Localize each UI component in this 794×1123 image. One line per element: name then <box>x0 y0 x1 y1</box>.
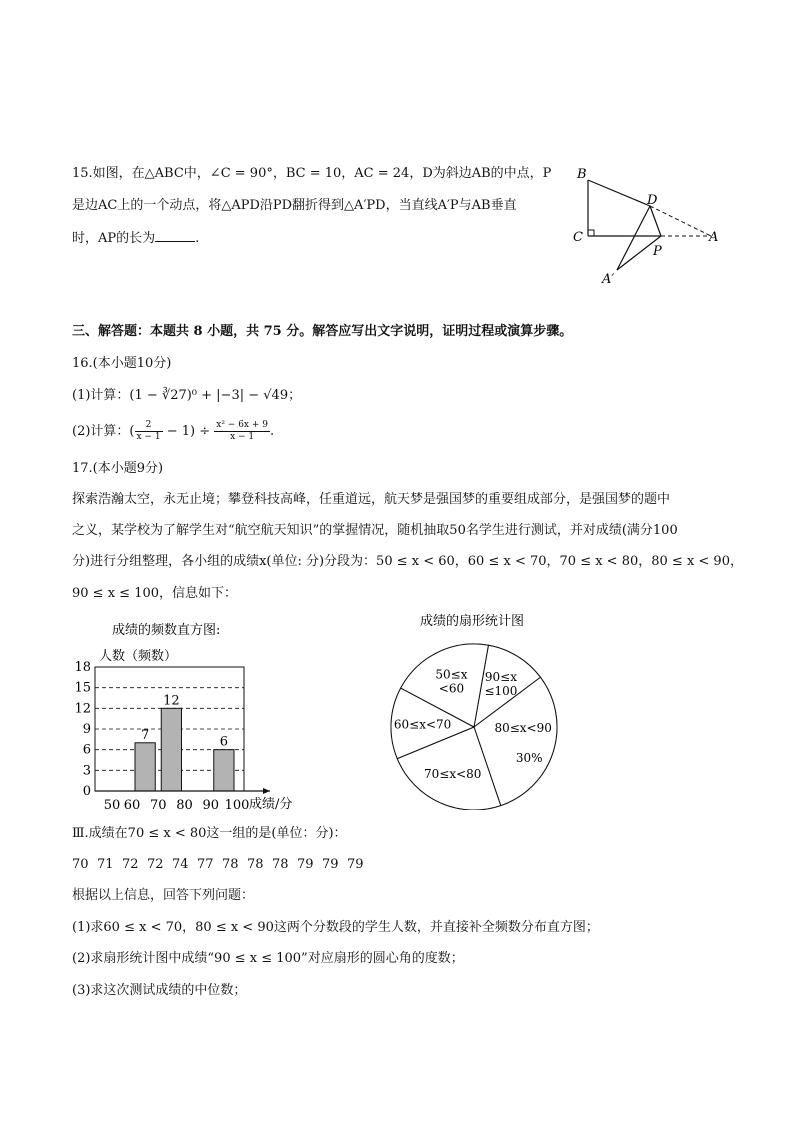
fraction-2-denominator: x − 1 <box>230 432 255 442</box>
histogram-bar <box>135 743 155 791</box>
label-D: D <box>647 193 658 208</box>
segment-BD <box>588 180 650 206</box>
q15-line-3-text: 时，AP的长为 <box>72 231 156 246</box>
pie-slice-label: ≤100 <box>484 684 518 699</box>
histogram-y-axis-label: 人数（频数） <box>99 649 178 664</box>
label-A: A <box>709 230 719 245</box>
x-tick-label: 90 <box>202 798 220 813</box>
histogram-bar <box>214 750 234 791</box>
frequency-histogram <box>72 615 332 815</box>
pie-slice-label: <60 <box>438 681 465 696</box>
section-heading: 三、解答题：本题共 8 小题，共 75 分。解答应写出文字说明，证明过程或演算步骤。 <box>72 324 573 339</box>
q17-header: 17.(本小题9分) <box>72 461 164 476</box>
x-tick-label: 100 <box>224 798 250 813</box>
q17-paragraph-1: 探索浩瀚太空，永无止境；攀登科技高峰，任重道远，航天梦是强国梦的重要组成部分，是强国梦的题中 <box>72 492 671 507</box>
fraction-1-numerator: 2 <box>135 420 163 432</box>
y-tick-label: 18 <box>74 660 91 675</box>
score-value: 79 <box>322 857 339 872</box>
label-P: P <box>653 244 662 259</box>
q17-sub-question-3: (3)求这次测试成绩的中位数； <box>72 983 247 998</box>
q17-paragraph-4: 90 ≤ x ≤ 100，信息如下： <box>72 586 238 601</box>
right-angle-mark <box>588 230 594 236</box>
x-tick-label: 80 <box>176 798 193 813</box>
pie-slice-label: 80≤x<90 <box>494 721 552 736</box>
pie-slice-label: 90≤x <box>484 670 518 685</box>
x-tick-label: 70 <box>149 798 167 813</box>
score-value: 79 <box>297 857 314 872</box>
q17-sub-question-2: (2)求扇形统计图中成绩“90 ≤ x ≤ 100”对应扇形的圆心角的度数； <box>72 951 464 966</box>
q17-prompt: 根据以上信息，回答下列问题： <box>72 888 255 903</box>
q16-part-1: (1)计算：(1 − ∛27)⁰ + |−3| − √49； <box>72 388 302 403</box>
bar-value-label: 7 <box>140 727 150 743</box>
q15-line-3 <box>72 229 199 248</box>
q16-part-2-suffix: . <box>270 424 275 439</box>
q16-part-2 <box>72 417 274 447</box>
pie-chart <box>380 610 580 810</box>
histogram-title: 成绩的频数直方图: <box>112 623 221 638</box>
x-axis-arrow <box>263 788 270 794</box>
y-tick-label: 6 <box>82 742 91 758</box>
q15-line-2: 是边AC上的一个动点，将△APD沿PD翻折得到△A′PD，当直线A′P与AB垂直 <box>72 198 517 213</box>
fraction-2-numerator: x² − 6x + 9 <box>216 420 268 430</box>
pie-slice-label: 70≤x<80 <box>424 766 482 781</box>
segment-DA-prime <box>617 206 650 270</box>
group-70-80-caption: Ⅲ.成绩在70 ≤ x < 80这一组的是(单位：分)： <box>72 826 347 841</box>
score-value: 70 <box>72 857 89 872</box>
score-value: 78 <box>247 857 264 872</box>
y-tick-label: 15 <box>74 680 91 696</box>
score-value: 74 <box>172 857 189 872</box>
pie-slice-percent: 30% <box>515 751 543 766</box>
q16-part-2-mid: − 1) ÷ <box>162 424 215 439</box>
q17-paragraph-3: 分)进行分组整理，各小组的成绩x(单位: 分)分段为：50 ≤ x < 60，60 ≤ x < 70，70 ≤ x < 80，80 ≤ x < 90， <box>72 554 743 569</box>
q15-line-3-end: . <box>195 231 200 246</box>
x-tick-label: 50 <box>103 798 121 813</box>
y-tick-label: 0 <box>82 784 91 799</box>
q16-header: 16.(本小题10分) <box>72 356 172 371</box>
score-value: 78 <box>222 857 239 872</box>
label-A-prime: A′ <box>602 272 615 287</box>
pie-slice-label: 60≤x<70 <box>393 717 452 732</box>
y-tick-label: 9 <box>82 722 91 737</box>
y-tick-label: 3 <box>82 763 91 779</box>
q17-sub-question-1: (1)求60 ≤ x < 70，80 ≤ x < 90这两个分数段的学生人数，并直接补全频数分布直方图； <box>72 920 599 935</box>
triangle-figure <box>565 162 735 292</box>
q17-paragraph-2: 之义，某学校为了解学生对“航空航天知识”的掌握情况，随机抽取50名学生进行测试，并对成绩(满分100 <box>72 523 678 538</box>
pie-title: 成绩的扇形统计图 <box>420 614 525 629</box>
score-list <box>72 856 372 874</box>
bar-value-label: 12 <box>163 693 180 709</box>
score-value: 77 <box>197 857 214 872</box>
q16-part-2-prefix: (2)计算：( <box>72 424 135 439</box>
score-value: 72 <box>122 857 139 872</box>
q15-line-1: 15.如图，在△ABC中，∠C = 90°，BC = 10，AC = 24，D为斜边AB的中点，P <box>72 166 552 181</box>
histogram-bar <box>161 708 181 791</box>
histogram-bars <box>135 693 234 791</box>
bar-value-label: 6 <box>219 734 229 750</box>
label-B: B <box>577 167 587 182</box>
fraction-1-denominator: x − 1 <box>136 432 161 442</box>
score-value: 78 <box>272 857 289 872</box>
y-tick-label: 12 <box>74 701 91 717</box>
answer-blank <box>155 229 195 242</box>
score-value: 71 <box>97 857 114 872</box>
fraction-1 <box>135 420 163 443</box>
score-value: 72 <box>147 857 164 872</box>
fraction-2 <box>214 420 270 443</box>
histogram-x-axis-label: 成绩/分 <box>249 797 293 812</box>
x-tick-label: 60 <box>123 798 141 813</box>
label-C: C <box>573 230 583 245</box>
pie-slice-label: 50≤x <box>435 667 468 682</box>
score-value: 79 <box>347 857 364 872</box>
